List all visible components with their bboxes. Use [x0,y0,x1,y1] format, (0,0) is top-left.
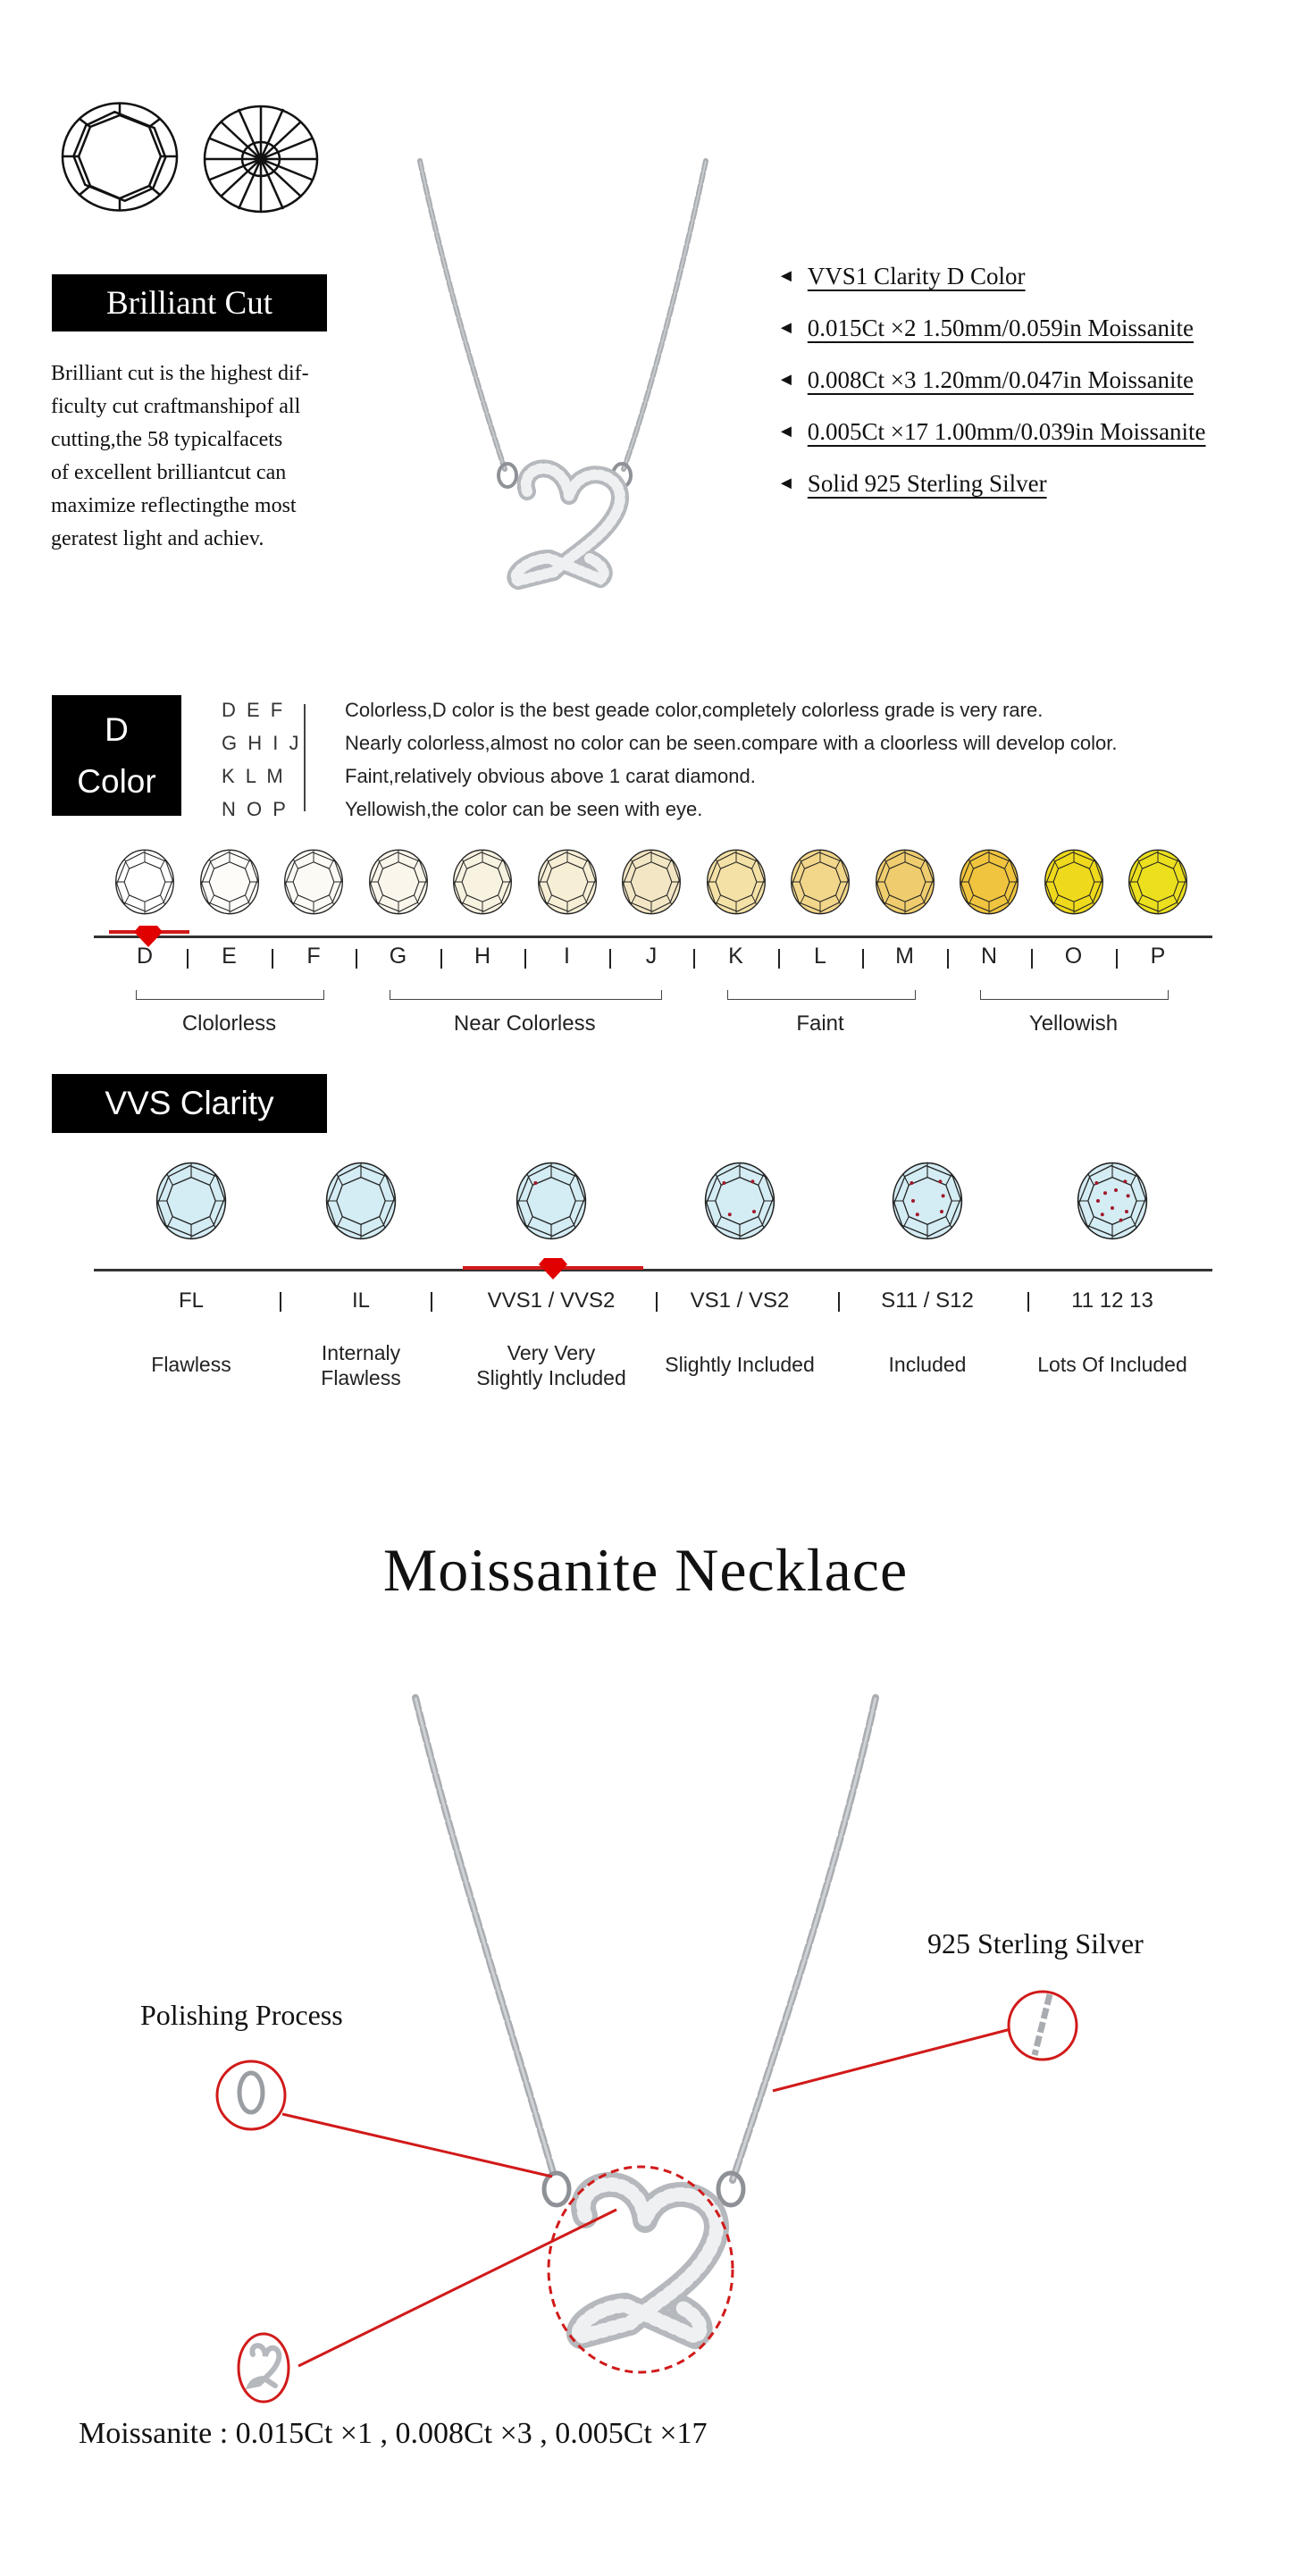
description-line: geratest light and achiev. [51,527,264,550]
color-gem-icon [789,849,851,915]
scale-separator [280,1292,281,1312]
clarity-desc-line: Included [888,1353,967,1376]
clarity-gem-icon [513,1162,590,1240]
brilliant-cut-section [0,0,1291,643]
brilliant-cut-title: Brilliant Cut [52,274,327,331]
color-grade-letter: N [980,944,998,969]
spec-item: ◄ 0.008Ct ×3 1.20mm/0.047in Moissanite [777,365,1195,393]
scale-separator [778,949,780,969]
color-gem-icon [198,849,261,915]
clarity-gem-icon [323,1162,399,1240]
left-triangle-icon: ◄ [777,421,795,441]
color-gem-icon [282,849,345,915]
clarity-grade-code: 11 12 13 [1071,1288,1153,1313]
grade-description: Nearly colorless,almost no color can be seen.compare with a cloorless will develop color. [345,731,1118,754]
clarity-section [0,1063,1291,1421]
scale-separator [1116,949,1118,969]
necklace-product-image [393,152,724,617]
color-grade-letter: M [895,944,914,969]
diamond-bottom-view-icon [203,105,319,214]
color-group-label: Faint [796,1011,844,1036]
spec-item: ◄ 0.015Ct ×2 1.50mm/0.059in Moissanite [777,314,1195,341]
color-gem-row [0,849,1291,920]
scale-separator [1027,1292,1029,1312]
color-group-bracket [980,990,1169,1000]
color-group-bracket [390,990,663,1000]
scale-separator [656,1292,658,1312]
left-triangle-icon: ◄ [777,369,795,390]
clarity-grade-description [665,1352,815,1377]
spec-item: ◄ 0.005Ct ×17 1.00mm/0.039in Moissanite [777,417,1206,445]
scale-separator [693,949,695,969]
clarity-scale-line [94,1269,1212,1271]
color-grade-section [0,679,1291,1036]
scale-separator [609,949,611,969]
color-gem-icon [1127,849,1189,915]
diamond-top-view-icon [61,101,179,213]
clarity-desc-line: Slightly Included [476,1366,626,1389]
color-grade-row [222,693,1043,726]
clarity-grade-code: S11 / S12 [881,1288,974,1313]
scale-separator [431,1292,432,1312]
clarity-grade-description [1037,1352,1187,1377]
heart-pendant-icon [516,468,620,581]
scale-separator [440,949,442,969]
clarity-grade-code: VVS1 / VVS2 [487,1288,616,1313]
color-gem-icon [620,849,683,915]
grade-letters: G H I J [222,731,302,754]
color-grade-letter: I [564,944,570,969]
clarity-desc-line: Flawless [151,1353,231,1376]
grade-letters: D E F [222,698,286,721]
spec-list [777,250,1206,509]
scale-separator [1031,949,1033,969]
clarity-desc-line: Lots Of Included [1037,1353,1187,1376]
color-gem-icon [705,849,767,915]
color-gem-icon [874,849,936,915]
color-gem-icon [536,849,599,915]
color-grade-row [222,759,756,793]
clarity-gem-icon [153,1162,230,1240]
color-grade-row [222,793,702,826]
grade-letters: K L M [222,764,286,787]
color-grade-letter: P [1150,944,1166,969]
left-triangle-icon: ◄ [777,265,795,286]
clarity-gem-icon [1074,1162,1151,1240]
grade-letters: N O P [222,797,289,820]
clarity-grade-code: FL [178,1288,205,1313]
clarity-grade-code: IL [351,1288,371,1313]
clarity-grade-description [321,1340,400,1390]
color-grade-letter: O [1064,944,1083,969]
clarity-grade-description [889,1352,967,1377]
scale-separator [187,949,189,969]
color-grade-letter: L [814,944,826,969]
red-diamond-marker-icon [539,1258,567,1280]
scale-separator [947,949,949,969]
clarity-gem-icon [889,1162,966,1240]
stones-zoom-circle [239,2334,289,2402]
color-gem-icon [113,849,176,915]
color-group-label: Clolorless [181,1011,277,1036]
clarity-scale [0,1278,1291,1421]
color-group-bracket [727,990,916,1000]
color-gem-icon [958,849,1020,915]
clarity-desc-line: Internaly [321,1341,401,1364]
clarity-desc-line: Flawless [321,1366,401,1389]
left-triangle-icon: ◄ [777,317,795,338]
polishing-process-label: Polishing Process [140,1999,343,2031]
stones-summary: Moissanite : 0.015Ct ×1 , 0.008Ct ×3 , 0.005Ct ×17 [79,2417,708,2450]
color-grade-row [222,726,1118,759]
scale-separator [272,949,273,969]
product-title: Moissanite Necklace [382,1536,909,1604]
color-group-label: Yellowish [1028,1011,1119,1036]
description-line: cutting,the 58 typicalfacets [51,428,283,451]
color-grade-letter: K [728,944,743,969]
heart-pendant-icon [579,2185,717,2337]
d-color-badge: D Color [52,695,181,816]
clarity-grade-code: VS1 / VS2 [690,1288,790,1313]
color-grade-letter: E [222,944,237,969]
grade-description: Faint,relatively obvious above 1 carat diamond. [345,764,756,787]
clarity-gem-icon [701,1162,778,1240]
color-gem-icon [1043,849,1105,915]
clarity-desc-line: Very Very [507,1341,596,1364]
brilliant-cut-description [51,357,346,556]
grade-description: Yellowish,the color can be seen with eye. [345,797,703,820]
color-grade-letter: D [136,944,154,969]
sterling-silver-label: 925 Sterling Silver [927,1927,1144,1959]
clarity-grade-description [151,1352,231,1377]
necklace-detail-image [0,1680,1291,2484]
product-detail-section [0,1680,1291,2573]
color-group-bracket [136,990,324,1000]
vvs-clarity-title: VVS Clarity [52,1074,327,1133]
color-grade-letter: G [389,944,407,969]
scale-separator [524,949,526,969]
description-line: ficulty cut craftmanshipof all [51,395,301,418]
scale-separator [838,1292,840,1312]
scale-separator [862,949,864,969]
color-scale-line [94,936,1212,938]
clarity-grade-description [476,1340,626,1390]
grade-description: Colorless,D color is the best geade color,completely colorless grade is very rare. [345,698,1044,721]
color-group-label: Near Colorless [453,1011,596,1036]
spec-item: ◄ Solid 925 Sterling Silver [777,469,1047,497]
color-scale [0,944,1291,1036]
color-gem-icon [451,849,514,915]
clarity-desc-line: Slightly Included [665,1353,815,1376]
color-gem-icon [367,849,430,915]
polishing-zoom-circle [217,2061,285,2129]
color-grade-letter: H [474,944,491,969]
description-line: Brilliant cut is the highest dif- [51,362,309,385]
description-line: of excellent brilliantcut can [51,461,287,484]
color-grade-letter: J [645,944,658,969]
description-line: maximize reflectingthe most [51,494,297,517]
clarity-gem-row [0,1162,1291,1242]
color-grade-letter: F [306,944,321,969]
scale-separator [356,949,357,969]
silver-zoom-circle [1009,1992,1077,2060]
left-triangle-icon: ◄ [777,473,795,493]
spec-item: ◄ VVS1 Clarity D Color [777,262,1026,289]
